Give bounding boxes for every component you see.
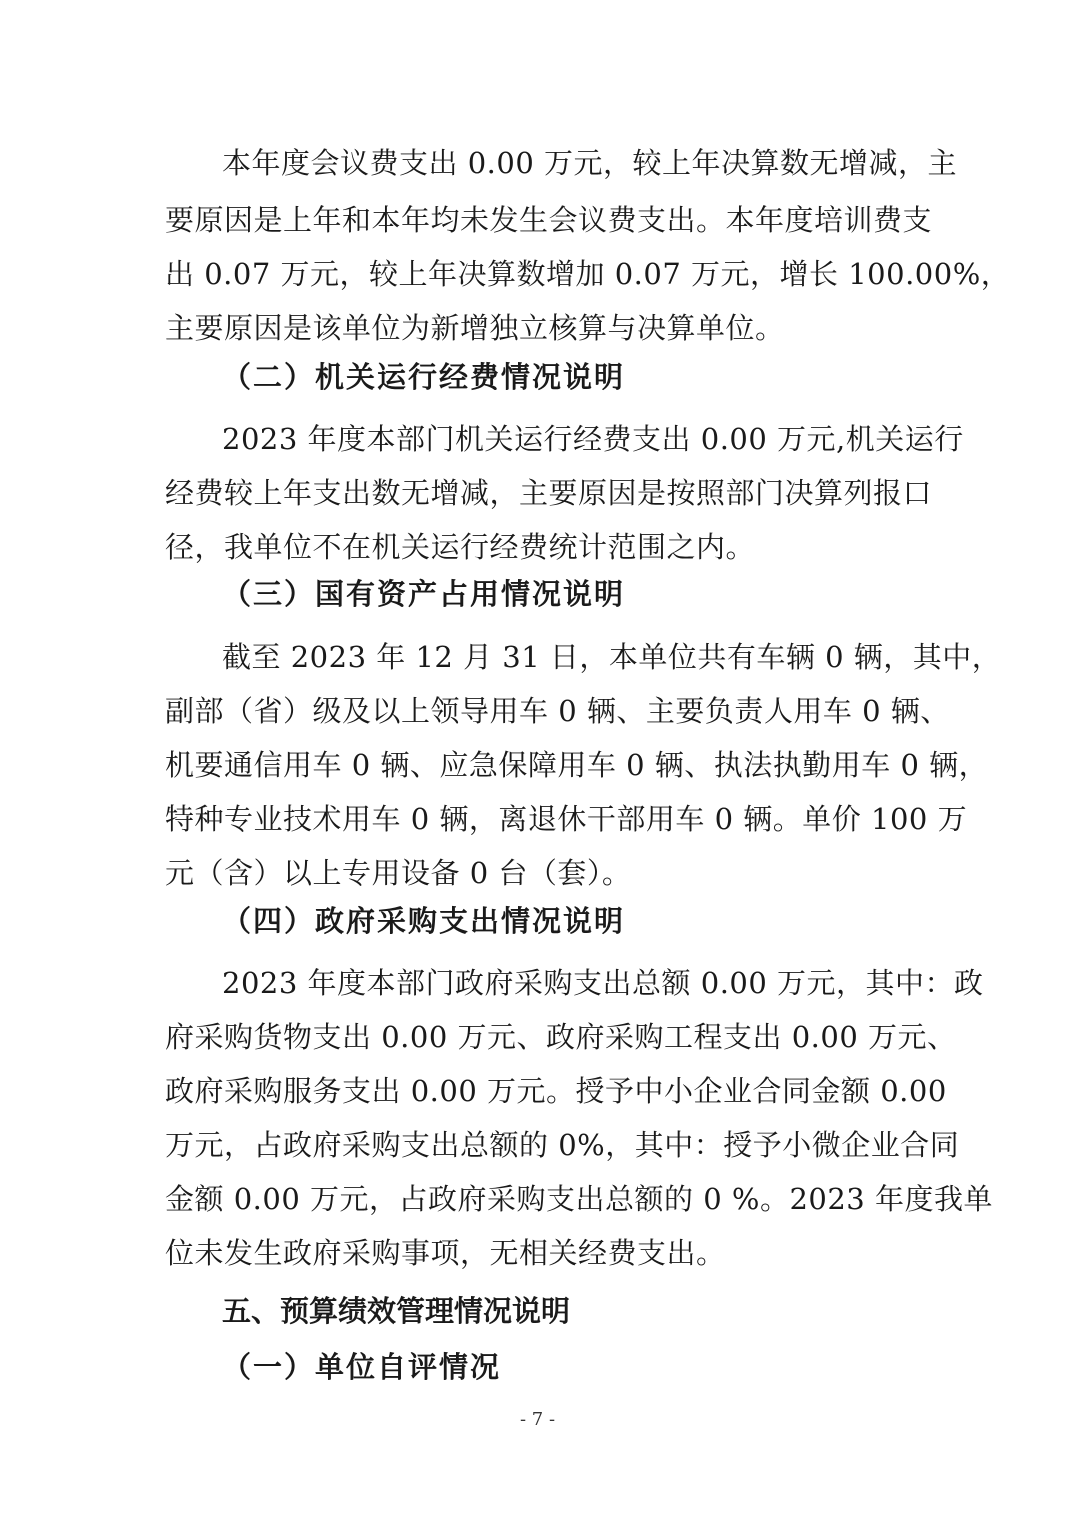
section-3-line-2: 副部（省）级及以上领导用车 0 辆、主要负责人用车 0 辆、 [165, 694, 950, 728]
section-3-line-1: 截至 2023 年 12 月 31 日，本单位共有车辆 0 辆，其中， [222, 640, 1002, 674]
section-5-heading: 五、预算绩效管理情况说明 [222, 1294, 571, 1328]
section-3-line-5: 元（含）以上专用设备 0 台（套）。 [165, 856, 632, 890]
section-2-heading: （二）机关运行经费情况说明 [222, 360, 626, 394]
section-4-line-4: 万元，占政府采购支出总额的 0%，其中：授予小微企业合同 [165, 1128, 960, 1162]
section-4-heading: （四）政府采购支出情况说明 [222, 904, 626, 938]
section-3-line-4: 特种专业技术用车 0 辆，离退休干部用车 0 辆。单价 100 万 [165, 802, 968, 836]
section-4-line-5: 金额 0.00 万元，占政府采购支出总额的 0 %。2023 年度我单 [165, 1182, 993, 1216]
section-2-line-1: 2023 年度本部门机关运行经费支出 0.00 万元,机关运行 [222, 422, 964, 456]
page-number: - 7 - [519, 1409, 556, 1430]
section-4-line-6: 位未发生政府采购事项，无相关经费支出。 [165, 1236, 726, 1270]
paragraph-1-line-2: 要原因是上年和本年均未发生会议费支出。本年度培训费支 [165, 203, 933, 237]
section-5-sub-heading: （一）单位自评情况 [222, 1350, 502, 1384]
section-4-line-3: 政府采购服务支出 0.00 万元。授予中小企业合同金额 0.00 [165, 1074, 947, 1108]
section-2-line-2: 经费较上年支出数无增减，主要原因是按照部门决算列报口 [165, 476, 933, 510]
paragraph-1-line-1: 本年度会议费支出 0.00 万元，较上年决算数无增减，主 [222, 146, 958, 180]
paragraph-1-line-3: 出 0.07 万元，较上年决算数增加 0.07 万元，增长 100.00%， [165, 257, 1011, 291]
section-3-heading: （三）国有资产占用情况说明 [222, 577, 626, 611]
section-3-line-3: 机要通信用车 0 辆、应急保障用车 0 辆、执法执勤用车 0 辆， [165, 748, 989, 782]
section-2-line-3: 径，我单位不在机关运行经费统计范围之内。 [165, 530, 756, 564]
paragraph-1-line-4: 主要原因是该单位为新增独立核算与决算单位。 [165, 311, 785, 345]
section-4-line-2: 府采购货物支出 0.00 万元、政府采购工程支出 0.00 万元、 [165, 1020, 957, 1054]
section-4-line-1: 2023 年度本部门政府采购支出总额 0.00 万元，其中：政 [222, 966, 984, 1000]
